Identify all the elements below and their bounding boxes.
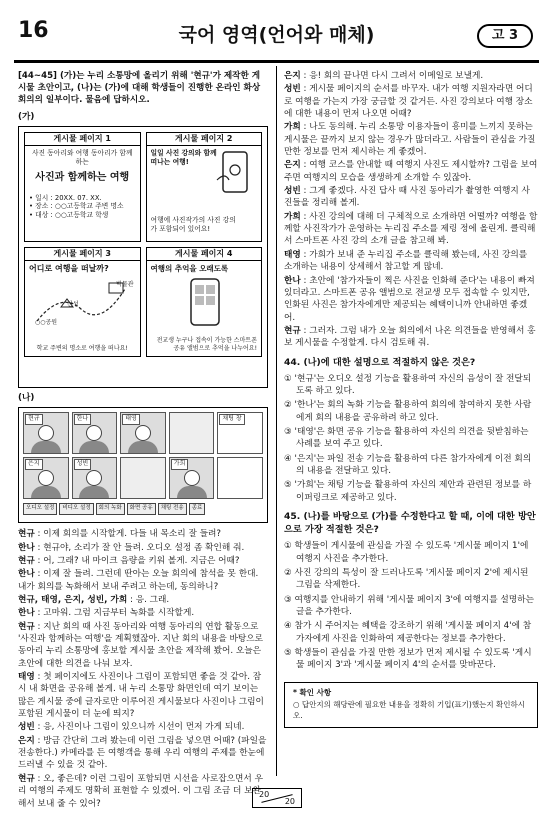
chat-window-label: 채팅 창 bbox=[219, 414, 244, 425]
label-ga: (가) bbox=[18, 111, 35, 122]
dialogue-line: 가희 : 사진 강의에 대해 더 구체적으로 소개하면 어떨까? 여행을 함께할 사진작가가 운영하는 누리집 주소를 제링 정에 올린게. 클릭해서 스마트폰 사진 강의 소개 글을 참고해 봐. bbox=[284, 211, 538, 247]
map-label-park: ○○공원 bbox=[35, 318, 58, 326]
conference-toolbar bbox=[23, 503, 263, 515]
post-page-3-foot: 학교 주변의 명소로 여행을 떠나요! bbox=[36, 345, 128, 353]
post-page-1-date: • 일시 : 20XX. 07. XX. bbox=[29, 193, 102, 202]
dialogue-line: 한나 : 현규야, 소리가 잘 안 들려. 오디오 설정 좀 확인해 줘. bbox=[18, 542, 245, 553]
dialogue-line: 한나 : 고마워. 그럼 지금부터 녹화를 시작할게. bbox=[18, 608, 195, 619]
page-header bbox=[14, 12, 539, 62]
question-45-options bbox=[284, 540, 538, 671]
dialogue-line: 가희 : 나도 동의해. 누리 소통망 이용자들이 흥미를 느끼지 못하는 게시물은 끝까지 보지 않는 경우가 많더라고. 사람들이 관심을 가질 만한 정보를 먼저 제시하는 게 좋겠어. bbox=[284, 122, 536, 158]
dialogue-line: 현규, 태영, 은지, 성빈, 가희 : 응. 그래. bbox=[18, 595, 170, 606]
post-page-2 bbox=[146, 132, 263, 242]
participant-name: 성빈 bbox=[74, 459, 92, 470]
post-page-3-head: 게시물 페이지 3 bbox=[25, 248, 140, 261]
end-meeting-button[interactable]: 종료 bbox=[189, 503, 206, 515]
passage-intro: [44~45] (가)는 누리 소통망에 올리기 위해 '현규'가 제작한 게시물 초안이고, (나)는 (가)에 대해 학생들이 진행한 온라인 화상 회의의 일부이다. 물음에 답하시오. bbox=[18, 71, 261, 106]
dialogue-line: 현규 : 오, 좋은데? 이런 그림이 포함되면 시선을 사로잡으면서 우리 여행의 주제도 명확히 표현할 수 있겠어. 이 그림 조금 더 보완해서 보내 줄 수 있어? bbox=[18, 773, 263, 809]
check-notice-body: ○ 답안지의 해당란에 필요한 내용을 정확히 기입(표기)했는지 확인하시오. bbox=[293, 700, 525, 720]
page-title: 국어 영역(언어와 매체) bbox=[178, 24, 375, 46]
participant-name: 가희 bbox=[171, 459, 189, 470]
check-notice-title: * 확인 사항 bbox=[293, 687, 332, 697]
dialogue-line: 현규 : 어, 그래? 내 마이크 음량을 키워 볼게. 지금은 어때? bbox=[18, 555, 240, 566]
page-counter bbox=[252, 788, 302, 808]
participant-tile bbox=[72, 457, 118, 499]
chat-window[interactable] bbox=[217, 412, 263, 454]
post-draft-box bbox=[18, 126, 268, 388]
participant-name: 한나 bbox=[74, 414, 92, 425]
phone-camera-icon bbox=[215, 150, 255, 196]
post-page-3 bbox=[24, 247, 141, 357]
chat-input-area[interactable] bbox=[217, 457, 263, 499]
post-page-1-details bbox=[29, 194, 136, 220]
dialogue-line: 태영 : 첫 페이지에도 사진이나 그림이 포함되면 좋을 것 같아. 잠시 내 화면을 공유해 볼게. 내 누리 소통망 화면인데 여기 보이는 많은 게시물 중에 글자로만 이루어진 게시물보다 사진이나 그림이 포함된 게시물이 더 눈에 띄지? bbox=[18, 672, 264, 720]
page-counter-current: 20 bbox=[259, 790, 270, 799]
post-page-2-head: 게시물 페이지 2 bbox=[147, 133, 262, 146]
answer-option[interactable]: ① '현규'는 오디오 설정 기능을 활용하여 자신의 음성이 잘 전달되도록 하고 있다. bbox=[284, 373, 532, 396]
send-file-button[interactable]: 채팅 전송 bbox=[158, 503, 187, 515]
answer-option[interactable]: ② '한나'는 회의 녹화 기능을 활용하여 회의에 참여하지 못한 사람에게 회의 내용을 공유하려 하고 있다. bbox=[284, 400, 532, 423]
dialogue-line: 태영 : 가희가 보내 준 누리집 주소를 클릭해 봤는데, 사진 강의를 소개하는 내용이 상세해서 참고할 게 많네. bbox=[284, 249, 528, 273]
participant-tile bbox=[120, 412, 166, 454]
participant-tile bbox=[23, 412, 69, 454]
answer-option[interactable]: ③ 여행지를 안내하기 위해 '게시물 페이지 3'에 여행지를 설명하는 글을 추가한다. bbox=[284, 594, 534, 617]
left-column bbox=[18, 70, 268, 811]
post-page-1 bbox=[24, 132, 141, 242]
participant-name: 은지 bbox=[25, 459, 43, 470]
page-counter-total: 20 bbox=[284, 797, 295, 806]
question-45-stem: 45. (나)를 바탕으로 (가)를 수정한다고 할 때, 이에 대한 방안으로 가장 적절한 것은? bbox=[284, 511, 536, 536]
dialogue-line: 성빈 : 응, 사진이나 그림이 있으니까 시선이 먼저 가게 되네. bbox=[18, 722, 245, 733]
dialogue-line: 한나 : 이제 잘 들려. 그런데 딴아는 오늘 회의에 참석을 못 한대. 내가 회의를 녹화해서 보내 주려고 하는데, 동의하니? bbox=[18, 569, 259, 592]
participant-tile bbox=[72, 412, 118, 454]
participant-name: 태영 bbox=[122, 414, 140, 425]
participant-tile bbox=[23, 457, 69, 499]
dialogue-line: 현규 : 지난 회의 때 사진 동아리와 여행 동아리의 연합 활동으로 '사진과 함께하는 여행'을 계획했잖아. 지난 회의 내용을 바탕으로 동아리 누리 소통망에 홍보할 게시물 초안을 제작해 봤어. 오늘은 초안에 대한 의견을 나눠 보자. bbox=[18, 621, 264, 669]
empty-tile bbox=[120, 457, 166, 499]
post-page-4-foot: 전교생 누구나 접속이 가능한 스마트폰 공유 앨범으로 추억을 나누어요! bbox=[156, 337, 257, 353]
participant-tile bbox=[169, 457, 215, 499]
answer-option[interactable]: ④ '은지'는 파일 전송 기능을 활용하여 다른 참가자에게 이전 회의의 내용을 전달하고 있다. bbox=[284, 453, 532, 477]
dialogue-left bbox=[18, 528, 268, 810]
post-page-4-head: 게시물 페이지 4 bbox=[147, 248, 262, 261]
label-na: (나) bbox=[18, 392, 35, 403]
answer-option[interactable]: ③ '태영'은 화면 공유 기능을 활용하여 자신의 의견을 뒷받침하는 사례를 보여 주고 있다. bbox=[284, 427, 529, 450]
post-page-4 bbox=[146, 247, 263, 357]
post-page-4-title: 여행의 추억을 오래도록 bbox=[150, 263, 229, 273]
header-rule bbox=[14, 60, 539, 63]
video-conference-screen bbox=[18, 407, 268, 523]
post-page-1-target: • 대상 : ○○고등학교 학생 bbox=[29, 211, 109, 220]
dialogue-line: 은지 : 여행 코스를 안내할 때 여행지 사진도 제시할까? 그림을 보여 주면 여행지의 모습을 생생하게 소개할 수 있잖아. bbox=[284, 160, 538, 183]
page-number: 16 bbox=[18, 18, 49, 43]
dialogue-line: 한나 : 초안에 '참가자들이 찍은 사진을 인화해 준다'는 내용이 빠져 있더라고. 스마트폰 공유 앨범으로 전교생 모두 접속할 수 있지만, 인화된 사진은 참가자에게만 제공되는 혜택이니까 안내하면 좋겠어. bbox=[284, 275, 535, 323]
grade-badge: 고 3 bbox=[477, 24, 533, 48]
right-column bbox=[284, 70, 538, 728]
question-44-options bbox=[284, 373, 538, 504]
map-label-museum: 박물관 bbox=[116, 280, 134, 288]
dialogue-line: 은지 : 방금 간단히 그려 봤는데 이런 그림을 넣으면 어때? (파일을 전송한다.) 카메라를 든 여행객을 통해 우리 여행의 주제를 한눈에 드러낼 수 있을 것 같아. bbox=[18, 735, 267, 771]
question-44-stem: 44. (나)에 대한 설명으로 적절하지 않은 것은? bbox=[284, 356, 476, 368]
audio-settings-button[interactable]: 오디오 설정 bbox=[23, 503, 57, 515]
post-page-2-title: 일일 사진 강의와 함께 떠나는 여행! bbox=[150, 148, 217, 166]
record-meeting-button[interactable]: 회의 녹화 bbox=[96, 503, 125, 515]
dialogue-line: 성빈 : 그게 좋겠다. 사진 답사 때 사진 동아리가 촬영한 여행지 사진들을 정리해 볼게. bbox=[284, 186, 530, 209]
map-label-fortress: 산성 bbox=[67, 300, 79, 308]
dialogue-line: 성빈 : 게시물 페이지의 순서를 바꾸자. 내가 여행 지원자라면 어디로 여행을 가는지 가장 궁금할 것 같거든. 사진 강의보다 여행 장소에 대한 내용이 먼저 나오면 어때? bbox=[284, 84, 533, 120]
post-page-1-head: 게시물 페이지 1 bbox=[25, 133, 140, 146]
dialogue-right bbox=[284, 70, 538, 350]
dialogue-line: 은지 : 응! 회의 끝나면 다시 그려서 이메일로 보낼게. bbox=[284, 71, 484, 81]
answer-option[interactable]: ⑤ '가희'는 채팅 기능을 활용하여 자신의 제안과 관련된 정보를 하이퍼링크로 제공하고 있다. bbox=[284, 480, 532, 503]
answer-option[interactable]: ② 사진 강의의 특성이 잘 드러나도록 '게시물 페이지 2'에 제시된 그림을 삭제한다. bbox=[284, 567, 529, 591]
answer-option[interactable]: ① 학생들이 게시물에 관심을 가질 수 있도록 '게시물 페이지 1'에 여행지 사진을 추가한다. bbox=[284, 541, 529, 564]
post-page-1-title: 사진과 함께하는 여행 bbox=[35, 171, 130, 183]
post-page-2-note: 여행에 사진작가의 사진 강의가 포함되어 있어요! bbox=[150, 216, 236, 234]
check-notice-box bbox=[284, 682, 538, 728]
phone-album-icon bbox=[177, 277, 233, 327]
answer-option[interactable]: ⑤ 학생들이 관심을 가질 만한 정보가 먼저 제시될 수 있도록 '게시물 페이지 3'과 '게시물 페이지 4'의 순서를 맞바꾼다. bbox=[284, 647, 532, 671]
dialogue-line: 현규 : 이제 회의를 시작할게. 다들 내 목소리 잘 들려? bbox=[18, 529, 222, 540]
dialogue-line: 현규 : 그러자. 그럼 내가 오늘 회의에서 나온 의견들을 반영해서 홍보 게시물을 수정할게. 다시 검토해 줘. bbox=[284, 325, 536, 349]
post-page-1-sub: 사진 동아리와 여행 동아리가 함께하는 bbox=[31, 148, 133, 166]
post-page-3-title: 어디로 여행을 떠날까? bbox=[29, 263, 109, 273]
share-screen-button[interactable]: 화면 공유 bbox=[127, 503, 156, 515]
answer-option[interactable]: ④ 참가 시 주어지는 혜택을 강조하기 위해 '게시물 페이지 4'에 참가자에게 사진을 인화하여 제공한다는 정보를 추가한다. bbox=[284, 621, 532, 644]
video-settings-button[interactable]: 비디오 설정 bbox=[59, 503, 93, 515]
column-divider bbox=[276, 66, 277, 776]
post-page-1-place: • 장소 : ○○고등학교 주변 명소 bbox=[29, 202, 124, 211]
participant-name: 현규 bbox=[25, 414, 43, 425]
empty-tile bbox=[169, 412, 215, 454]
